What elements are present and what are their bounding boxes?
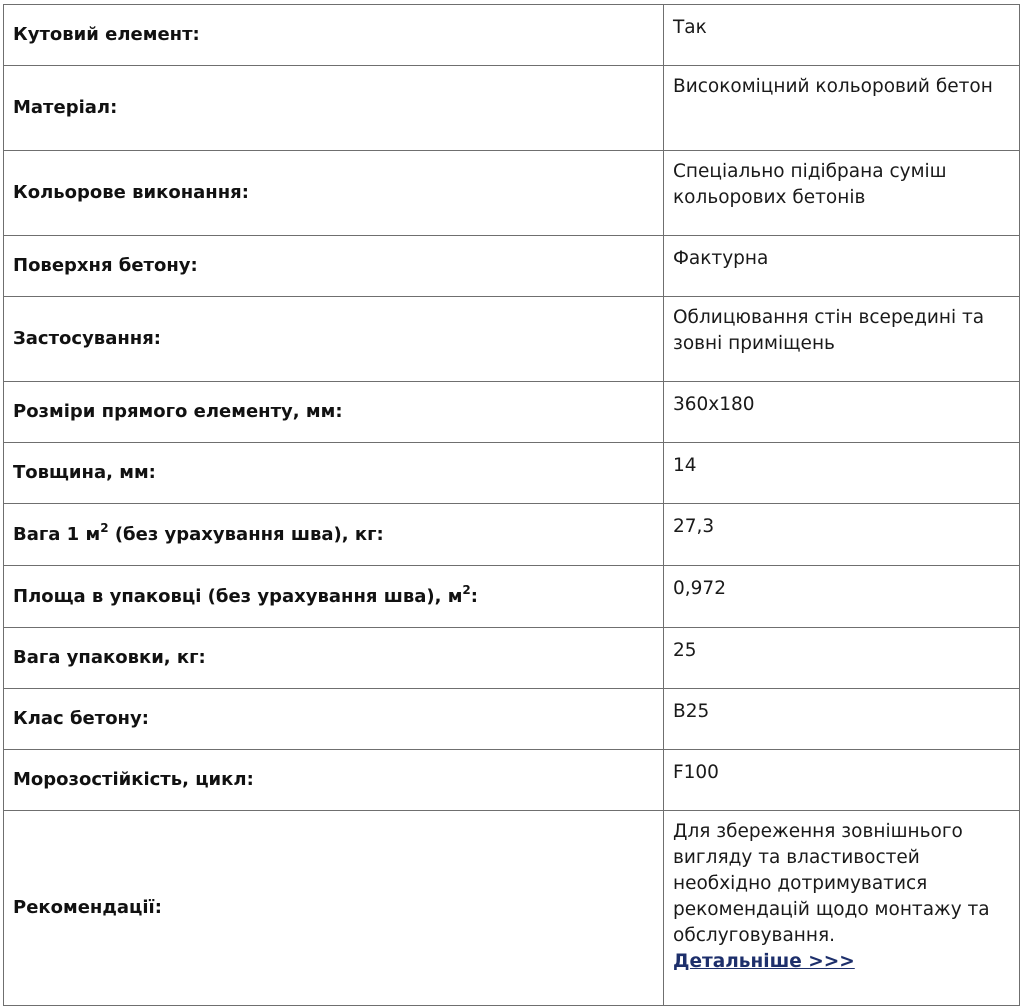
spec-row-corner-element [4,5,1020,66]
spec-label [4,566,664,628]
spec-row-dimensions [4,382,1020,443]
spec-value: Фактурна [664,236,1020,297]
spec-label: Матеріал: [4,66,664,151]
spec-label: Кольорове виконання: [4,151,664,236]
spec-value: 0,972 [664,566,1020,628]
spec-label: Вага упаковки, кг: [4,628,664,689]
spec-label [4,504,664,566]
spec-label: Клас бетону: [4,689,664,750]
spec-value: F100 [664,750,1020,811]
recommendation-text: Для збереження зовнішнього вигляду та властивостей необхідно дотримуватися рекомендацій щодо монтажу та обслуговування. [673,821,990,946]
spec-label-text: Вага 1 м [13,523,101,545]
spec-label-text: Площа в упаковці (без урахування шва), м [13,585,463,607]
spec-value: Так [664,5,1020,66]
spec-label: Розміри прямого елементу, мм: [4,382,664,443]
spec-value: 360х180 [664,382,1020,443]
spec-row-application [4,297,1020,382]
spec-row-frost-resistance [4,750,1020,811]
spec-label: Морозостійкість, цикл: [4,750,664,811]
specifications-table [3,4,1020,1006]
spec-row-color [4,151,1020,236]
spec-label: Рекомендації: [4,811,664,1006]
spec-label: Поверхня бетону: [4,236,664,297]
spec-row-recommendations [4,811,1020,1006]
spec-row-material [4,66,1020,151]
spec-value: 14 [664,443,1020,504]
spec-row-package-area [4,566,1020,628]
superscript: 2 [100,520,109,535]
spec-value: 25 [664,628,1020,689]
superscript: 2 [462,582,471,597]
spec-row-weight-per-m2 [4,504,1020,566]
spec-label: Кутовий елемент: [4,5,664,66]
spec-label-text: (без урахування шва), кг: [108,523,384,545]
spec-label: Застосування: [4,297,664,382]
spec-label: Товщина, мм: [4,443,664,504]
spec-row-concrete-class [4,689,1020,750]
spec-value: B25 [664,689,1020,750]
spec-value [664,811,1020,1006]
spec-row-package-weight [4,628,1020,689]
spec-value: Облицювання стін всередині та зовні приміщень [664,297,1020,382]
spec-value: 27,3 [664,504,1020,566]
spec-label-text: : [470,585,478,607]
details-link[interactable]: Детальніше >>> [673,951,855,972]
spec-row-thickness [4,443,1020,504]
spec-row-surface [4,236,1020,297]
spec-value: Високоміцний кольоровий бетон [664,66,1020,151]
spec-value: Спеціально підібрана суміш кольорових бетонів [664,151,1020,236]
